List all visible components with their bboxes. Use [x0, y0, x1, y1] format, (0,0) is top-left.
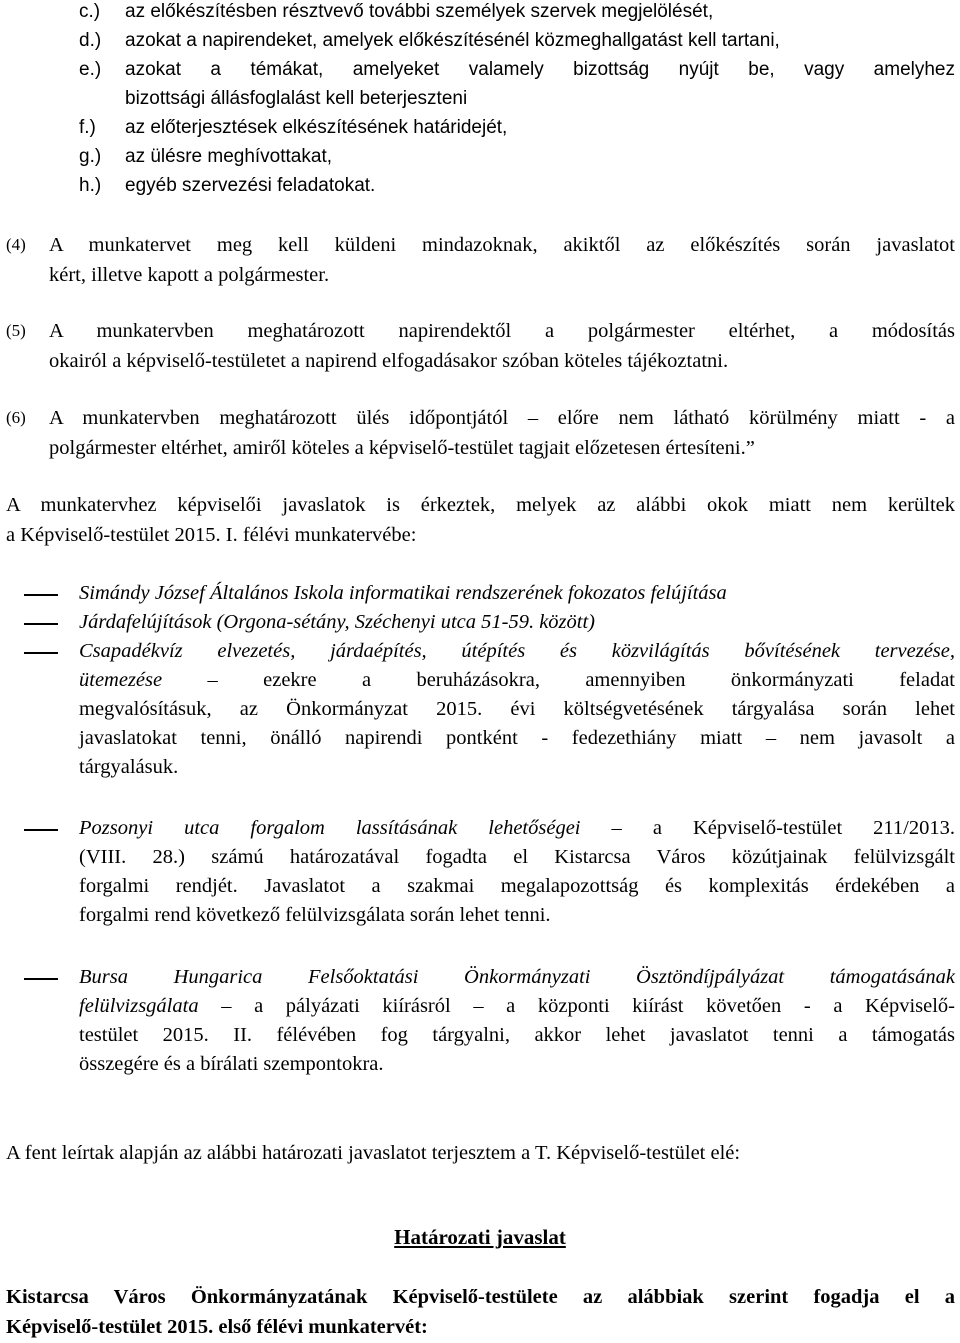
dash-item-line: forgalmi rendjét. Javaslatot a szakmai megalapozottság és komplexitás érdekében a [79, 875, 955, 897]
paragraph-number: (4) [6, 235, 26, 254]
list-label: e.) [79, 59, 102, 80]
dash-item [79, 637, 955, 782]
dash-item-line: tárgyalásuk. [79, 756, 179, 778]
dash-bullet [24, 652, 58, 654]
resolution-heading: Határozati javaslat [394, 1225, 566, 1249]
dash-bullet [24, 594, 58, 596]
list-text: az előterjesztések elkészítésének határidejét, [125, 117, 508, 138]
dash-bullet [24, 829, 58, 831]
list-label: f.) [79, 117, 96, 138]
dash-item-line: forgalmi rend következő felülvizsgálata során lehet tenni. [79, 904, 551, 926]
paragraph-line: okairól a képviselő-testületet a napirend elfogadásakor szóban köteles tájékoztatni. [49, 350, 729, 372]
dash-item-italic: Pozsonyi utca forgalom lassításának lehetőségei [79, 817, 581, 839]
paragraph-line: A munkatervben meghatározott ülés időpontjától – előre nem látható körülmény miatt - a [49, 407, 955, 429]
list-label: d.) [79, 30, 102, 51]
paragraph-line: kért, illetve kapott a polgármester. [49, 264, 330, 286]
dash-item-line: testület 2015. II. félévében fog tárgyalni, akkor lehet javaslatot tenni a támogatás [79, 1024, 955, 1046]
dash-bullet [24, 978, 58, 980]
resolution-text [6, 1282, 955, 1342]
dash-item-line: Bursa Hungarica Felsőoktatási Önkormányzati Ösztöndíjpályázat támogatásának [79, 966, 955, 988]
dash-item-line: összegére és a bírálati szempontokra. [79, 1053, 384, 1075]
intro-paragraph [6, 490, 955, 550]
dash-item-text: Járdafelújítások (Orgona-sétány, Széchenyi utca 51-59. között) [79, 611, 595, 633]
dash-item-line: javaslatokat tenni, önálló napirendi pontként - fedezethiány miatt – nem javasolt a [79, 727, 955, 749]
list-label: g.) [79, 146, 102, 167]
list-text: az előkészítésben résztvevő további személyek szervek megjelölését, [125, 1, 714, 22]
dash-item-italic: ütemezése [79, 669, 163, 691]
dash-item-rest: – a pályázati kiírásról – a központi kiírást követően - a Képviselő- [198, 995, 955, 1017]
dash-item-line [79, 992, 955, 1021]
dash-item [79, 579, 955, 608]
list-text: egyéb szervezési feladatokat. [125, 175, 376, 196]
list-text: bizottsági állásfoglalást kell beterjeszteni [125, 88, 468, 109]
paragraph-line: A munkatervhez képviselői javaslatok is érkeztek, melyek az alábbi okok miatt nem kerültek [6, 494, 955, 516]
dash-item-line: megvalósításuk, az Önkormányzat 2015. évi költségvetésének tárgyalása során lehet [79, 698, 955, 720]
dash-item-text: Simándy József Általános Iskola informatikai rendszerének fokozatos felújítása [79, 582, 727, 604]
dash-item-italic: felülvizsgálata [79, 995, 199, 1017]
list-label: h.) [79, 175, 102, 196]
dash-item-line [79, 666, 955, 695]
dash-bullet [24, 623, 58, 625]
dash-item-line: (VIII. 28.) számú határozatával fogadta el Kistarcsa Város közútjainak felülvizsgált [79, 846, 955, 868]
paragraph-line: A munkatervben meghatározott napirendektől a polgármester eltérhet, a módosítás [49, 320, 955, 342]
resolution-line: Kistarcsa Város Önkormányzatának Képviselő-testülete az alábbiak szerint fogadja el a [6, 1286, 955, 1308]
dash-item-rest: – a Képviselő-testület 211/2013. [580, 817, 955, 839]
dash-item-rest: – ezekre a beruházásokra, amennyiben önkormányzati feladat [162, 669, 955, 691]
paragraph-number: (5) [6, 321, 26, 340]
dash-item-line [79, 814, 955, 843]
list-text: az ülésre meghívottakat, [125, 146, 332, 167]
dash-item [79, 814, 955, 930]
dash-item [79, 963, 955, 1079]
paragraph-line: A munkatervet meg kell küldeni mindazoknak, akiktől az előkészítés során javaslatot [49, 234, 955, 256]
resolution-line: Képviselő-testület 2015. első félévi munkatervét: [6, 1316, 428, 1338]
paragraph-number: (6) [6, 408, 26, 427]
paragraph-line: a Képviselő-testület 2015. I. félévi munkatervébe: [6, 524, 417, 546]
dash-item-line: Csapadékvíz elvezetés, járdaépítés, útépítés és közvilágítás bővítésének tervezése, [79, 640, 955, 662]
list-label: c.) [79, 1, 101, 22]
list-text: azokat a témákat, amelyeket valamely bizottság nyújt be, vagy amelyhez [125, 59, 955, 80]
closing-sentence: A fent leírtak alapján az alábbi határozati javaslatot terjesztem a T. Képviselő-testület elé: [6, 1142, 741, 1164]
list-text: azokat a napirendeket, amelyek előkészítésénél közmeghallgatást kell tartani, [125, 30, 780, 51]
paragraph-line: polgármester eltérhet, amiről köteles a képviselő-testület tagjait előzetesen értesíteni.” [49, 437, 755, 459]
dash-item [79, 608, 955, 637]
